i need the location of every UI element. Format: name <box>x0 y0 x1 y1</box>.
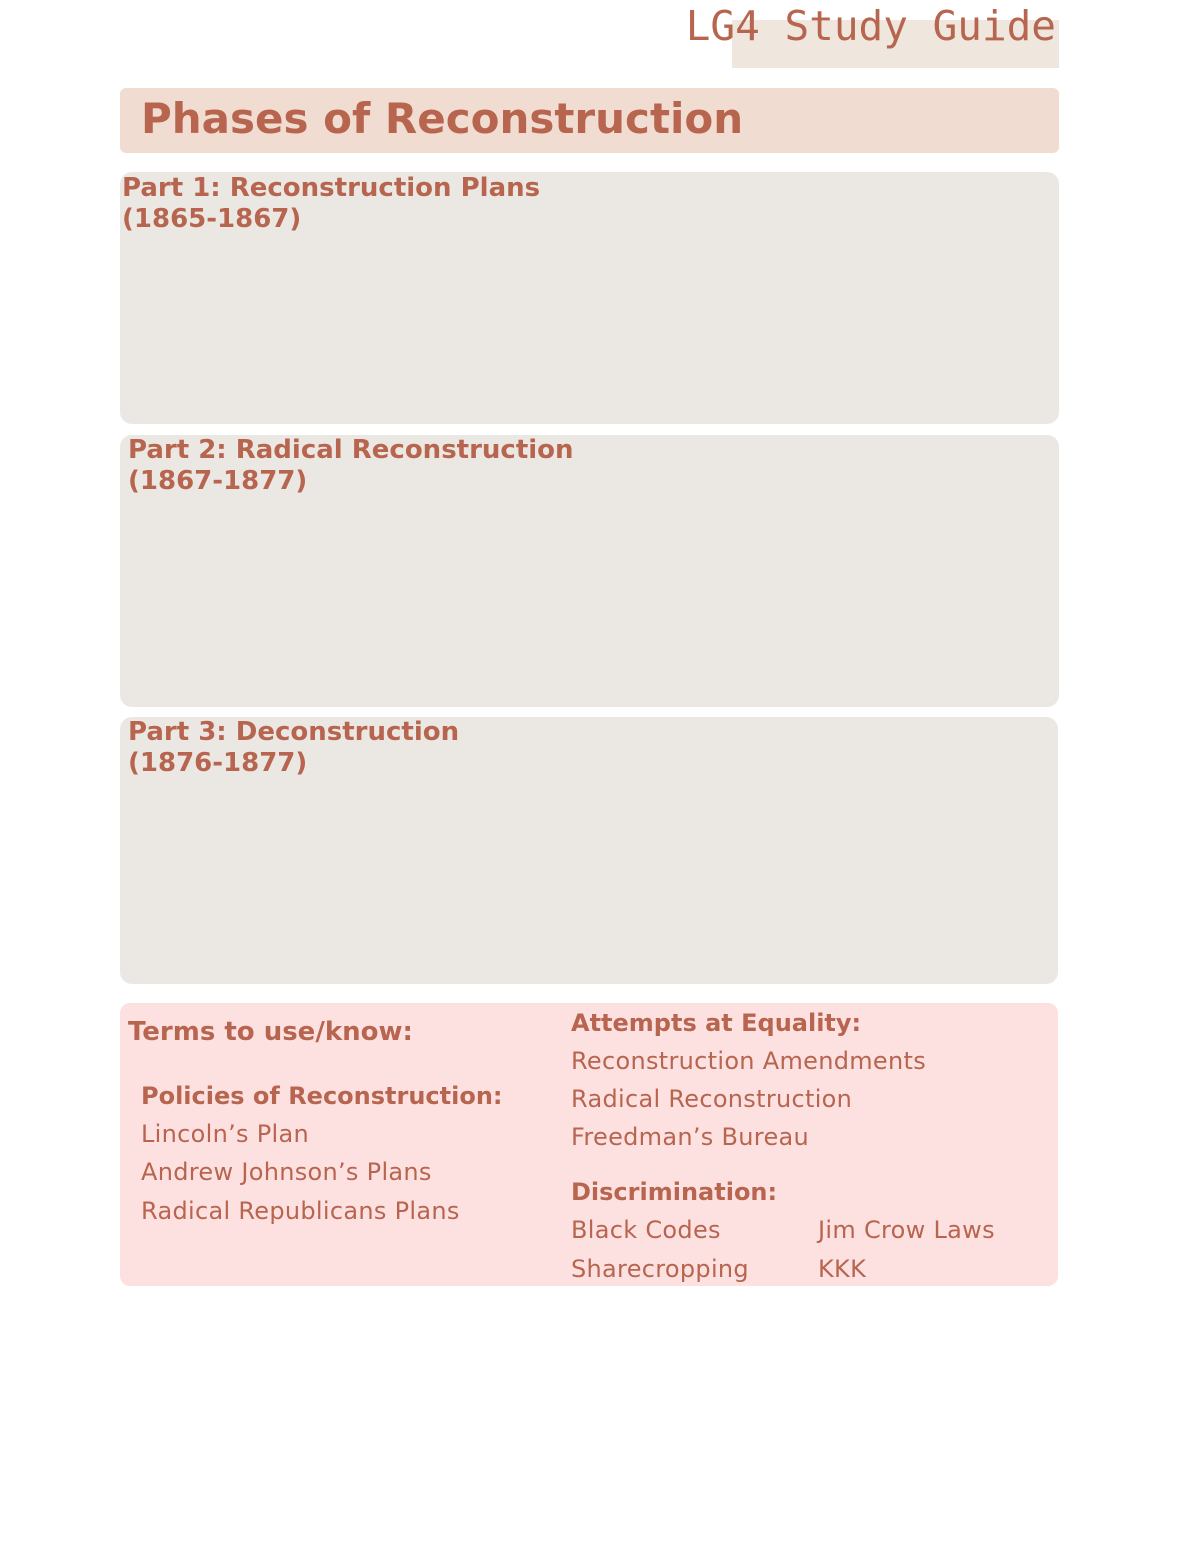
part-1-heading <box>122 173 540 235</box>
policy-item: Lincoln’s Plan <box>141 1120 310 1148</box>
equality-item: Radical Reconstruction <box>571 1085 853 1113</box>
discrimination-item: Jim Crow Laws <box>818 1216 995 1244</box>
part-3-title: Part 3: Deconstruction <box>128 717 460 747</box>
study-guide-header: LG4 Study Guide <box>685 2 1056 50</box>
discrimination-heading: Discrimination: <box>571 1178 778 1206</box>
terms-section <box>120 1003 1058 1286</box>
part-2-heading <box>128 435 574 497</box>
equality-item: Reconstruction Amendments <box>571 1047 927 1075</box>
part-3-dates: (1876-1877) <box>128 748 308 778</box>
part-2-dates: (1867-1877) <box>128 466 308 496</box>
page-title-banner <box>120 88 1059 153</box>
discrimination-item: KKK <box>818 1255 867 1283</box>
policy-item: Andrew Johnson’s Plans <box>141 1158 432 1186</box>
part-1-dates: (1865-1867) <box>122 204 302 234</box>
equality-item: Freedman’s Bureau <box>571 1123 810 1151</box>
equality-heading: Attempts at Equality: <box>571 1009 862 1037</box>
discrimination-item: Sharecropping <box>571 1255 749 1283</box>
part-1-title: Part 1: Reconstruction Plans <box>122 173 541 203</box>
part-1-section <box>120 172 1059 424</box>
part-3-section <box>120 717 1058 984</box>
terms-heading: Terms to use/know: <box>128 1017 413 1047</box>
policies-heading: Policies of Reconstruction: <box>141 1082 503 1110</box>
policy-item: Radical Republicans Plans <box>141 1197 460 1225</box>
part-2-section <box>120 435 1059 707</box>
part-2-title: Part 2: Radical Reconstruction <box>128 435 574 465</box>
discrimination-item: Black Codes <box>571 1216 721 1244</box>
part-3-heading <box>128 717 459 779</box>
page-title: Phases of Reconstruction <box>141 94 744 143</box>
